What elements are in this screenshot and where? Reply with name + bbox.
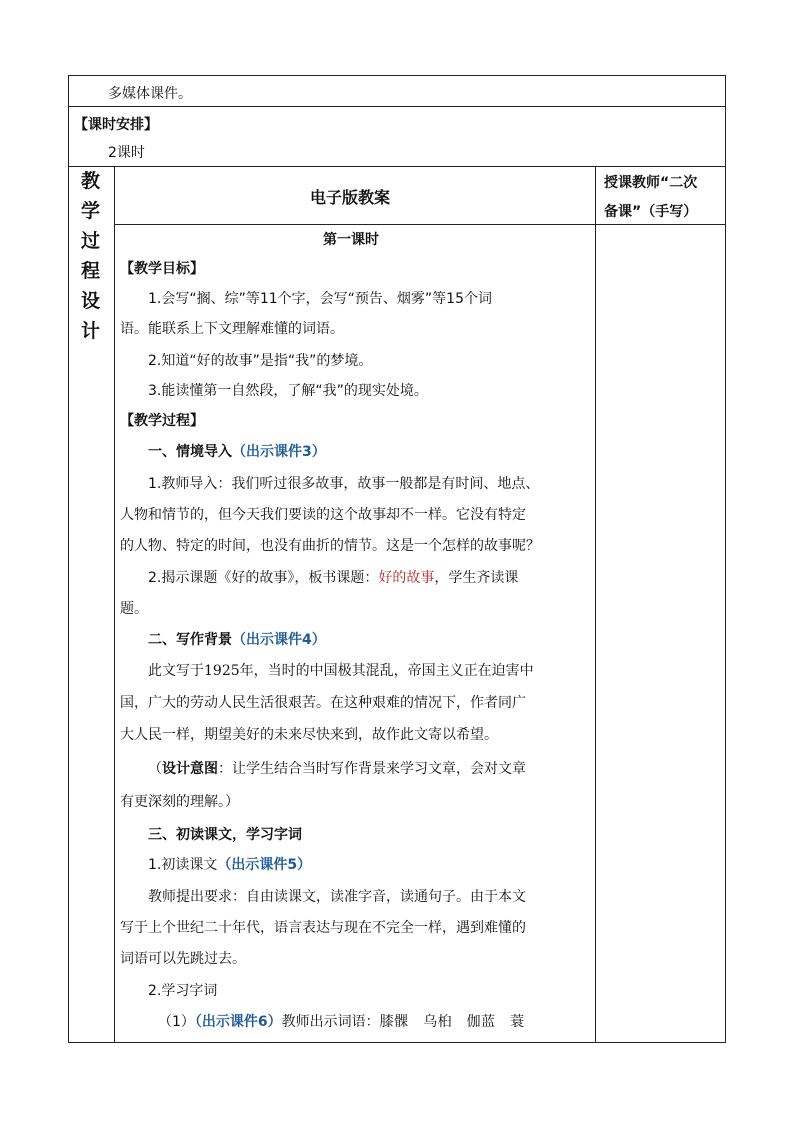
section-1-title: 一、情境导入 (148, 444, 232, 460)
intro-para-1-line-1: 1.教师导入：我们听过很多故事，故事一般都是有时间、地点、 (148, 476, 540, 492)
row-divider-schedule (68, 166, 726, 167)
design-intent-text: ：让学生结合当时写作背景来学习文章，会对文章 (218, 761, 526, 777)
subsection-3-1-courseware-ref: （出示课件5） (217, 857, 312, 873)
design-intent-open: （ (148, 761, 162, 777)
table-border-left (68, 75, 69, 1043)
vocabulary-intro: 教师出示词语： (281, 1014, 380, 1030)
table-border-top (68, 75, 726, 76)
vocabulary-courseware-ref: （出示课件6） (194, 1014, 282, 1030)
section-2-title: 二、写作背景 (148, 632, 232, 648)
intro-para-2-line-1 (148, 571, 518, 585)
design-intent-line-2: 有更深刻的理解。） (120, 794, 239, 810)
goal-1-line-1: 1.会写“搁、综”等11个字，会写“预告、烟雾”等15个词 (148, 291, 492, 307)
sidebar-char: 程 (81, 260, 101, 282)
schedule-value: 2课时 (108, 145, 145, 161)
sidebar-char: 学 (81, 200, 101, 222)
sidebar-char: 计 (81, 320, 101, 342)
sidebar-char: 设 (81, 290, 101, 312)
column-divider-right (595, 166, 596, 1043)
row-divider-column-headers (114, 224, 726, 225)
row-divider-materials (68, 106, 726, 107)
background-line-3: 大人民一样，期望美好的未来尽快来到，故作此文寄以希望。 (120, 727, 498, 743)
section-1-courseware-ref: （出示课件3） (232, 444, 326, 460)
design-intent-line-1 (148, 762, 526, 776)
reading-instructions-line-3: 词语可以先跳过去。 (120, 951, 246, 967)
intro-para-2-text-b: ，学生齐读课 (434, 570, 519, 586)
intro-para-2-line-2: 题。 (120, 601, 148, 617)
sidebar-char: 过 (81, 230, 101, 252)
intro-para-2-text-a: 2.揭示课题《好的故事》，板书课题： (148, 570, 379, 586)
vocabulary-item-number: （1） (158, 1014, 195, 1030)
reading-instructions-line-1: 教师提出要求：自由读课文，读准字音，读通句子。由于本文 (148, 889, 526, 905)
section-2-heading (148, 633, 326, 647)
section-1-heading (148, 445, 326, 459)
goals-heading: 【教学目标】 (120, 261, 204, 277)
background-line-1: 此文写于1925年，当时的中国极其混乱，帝国主义正在迫害中 (148, 663, 534, 679)
intro-para-1-line-3: 的人物、特定的时间，也没有曲折的情节。这是一个怎样的故事呢？ (120, 538, 540, 554)
reading-instructions-line-2: 写于上个世纪二十年代，语言表达与现在不完全一样，遇到难懂的 (120, 920, 526, 936)
subsection-3-1-label: 1.初读课文 (148, 857, 218, 873)
subsection-3-2-heading: 2.学习字词 (148, 983, 218, 999)
vocabulary-item-1 (158, 1015, 525, 1029)
section-2-courseware-ref: （出示课件4） (232, 632, 326, 648)
section-3-heading: 三、初读课文，学习字词 (148, 827, 302, 843)
goal-3: 3.能读懂第一自然段，了解“我”的现实处境。 (148, 383, 428, 399)
right-column-title-line1: 授课教师“二次 (604, 175, 698, 191)
background-line-2: 国，广大的劳动人民生活很艰苦。在这种艰难的情况下，作者同广 (120, 695, 526, 711)
goal-1-line-2: 语。能联系上下文理解难懂的词语。 (120, 321, 344, 337)
table-border-bottom (68, 1042, 726, 1043)
table-border-right (725, 75, 726, 1043)
schedule-heading: 【课时安排】 (74, 117, 158, 133)
process-heading: 【教学过程】 (120, 413, 204, 429)
right-column-title-line2: 备课”（手写） (604, 204, 698, 220)
materials-text: 多媒体课件。 (108, 86, 192, 102)
main-column-title: 电子版教案 (310, 188, 391, 207)
board-title: 好的故事 (378, 570, 435, 586)
intro-para-1-line-2: 人物和情节的，但今天我们要读的这个故事却不一样。它没有特定 (120, 507, 526, 523)
goal-2: 2.知道“好的故事”是指“我”的梦境。 (148, 353, 373, 369)
column-divider-sidebar (114, 166, 115, 1043)
vocabulary-words: 膝髁 乌桕 伽蓝 蓑 (379, 1014, 525, 1030)
sidebar-char: 教 (81, 170, 101, 192)
design-intent-label: 设计意图 (162, 761, 218, 777)
subsection-3-1-heading (148, 858, 311, 872)
period-title: 第一课时 (323, 232, 379, 248)
